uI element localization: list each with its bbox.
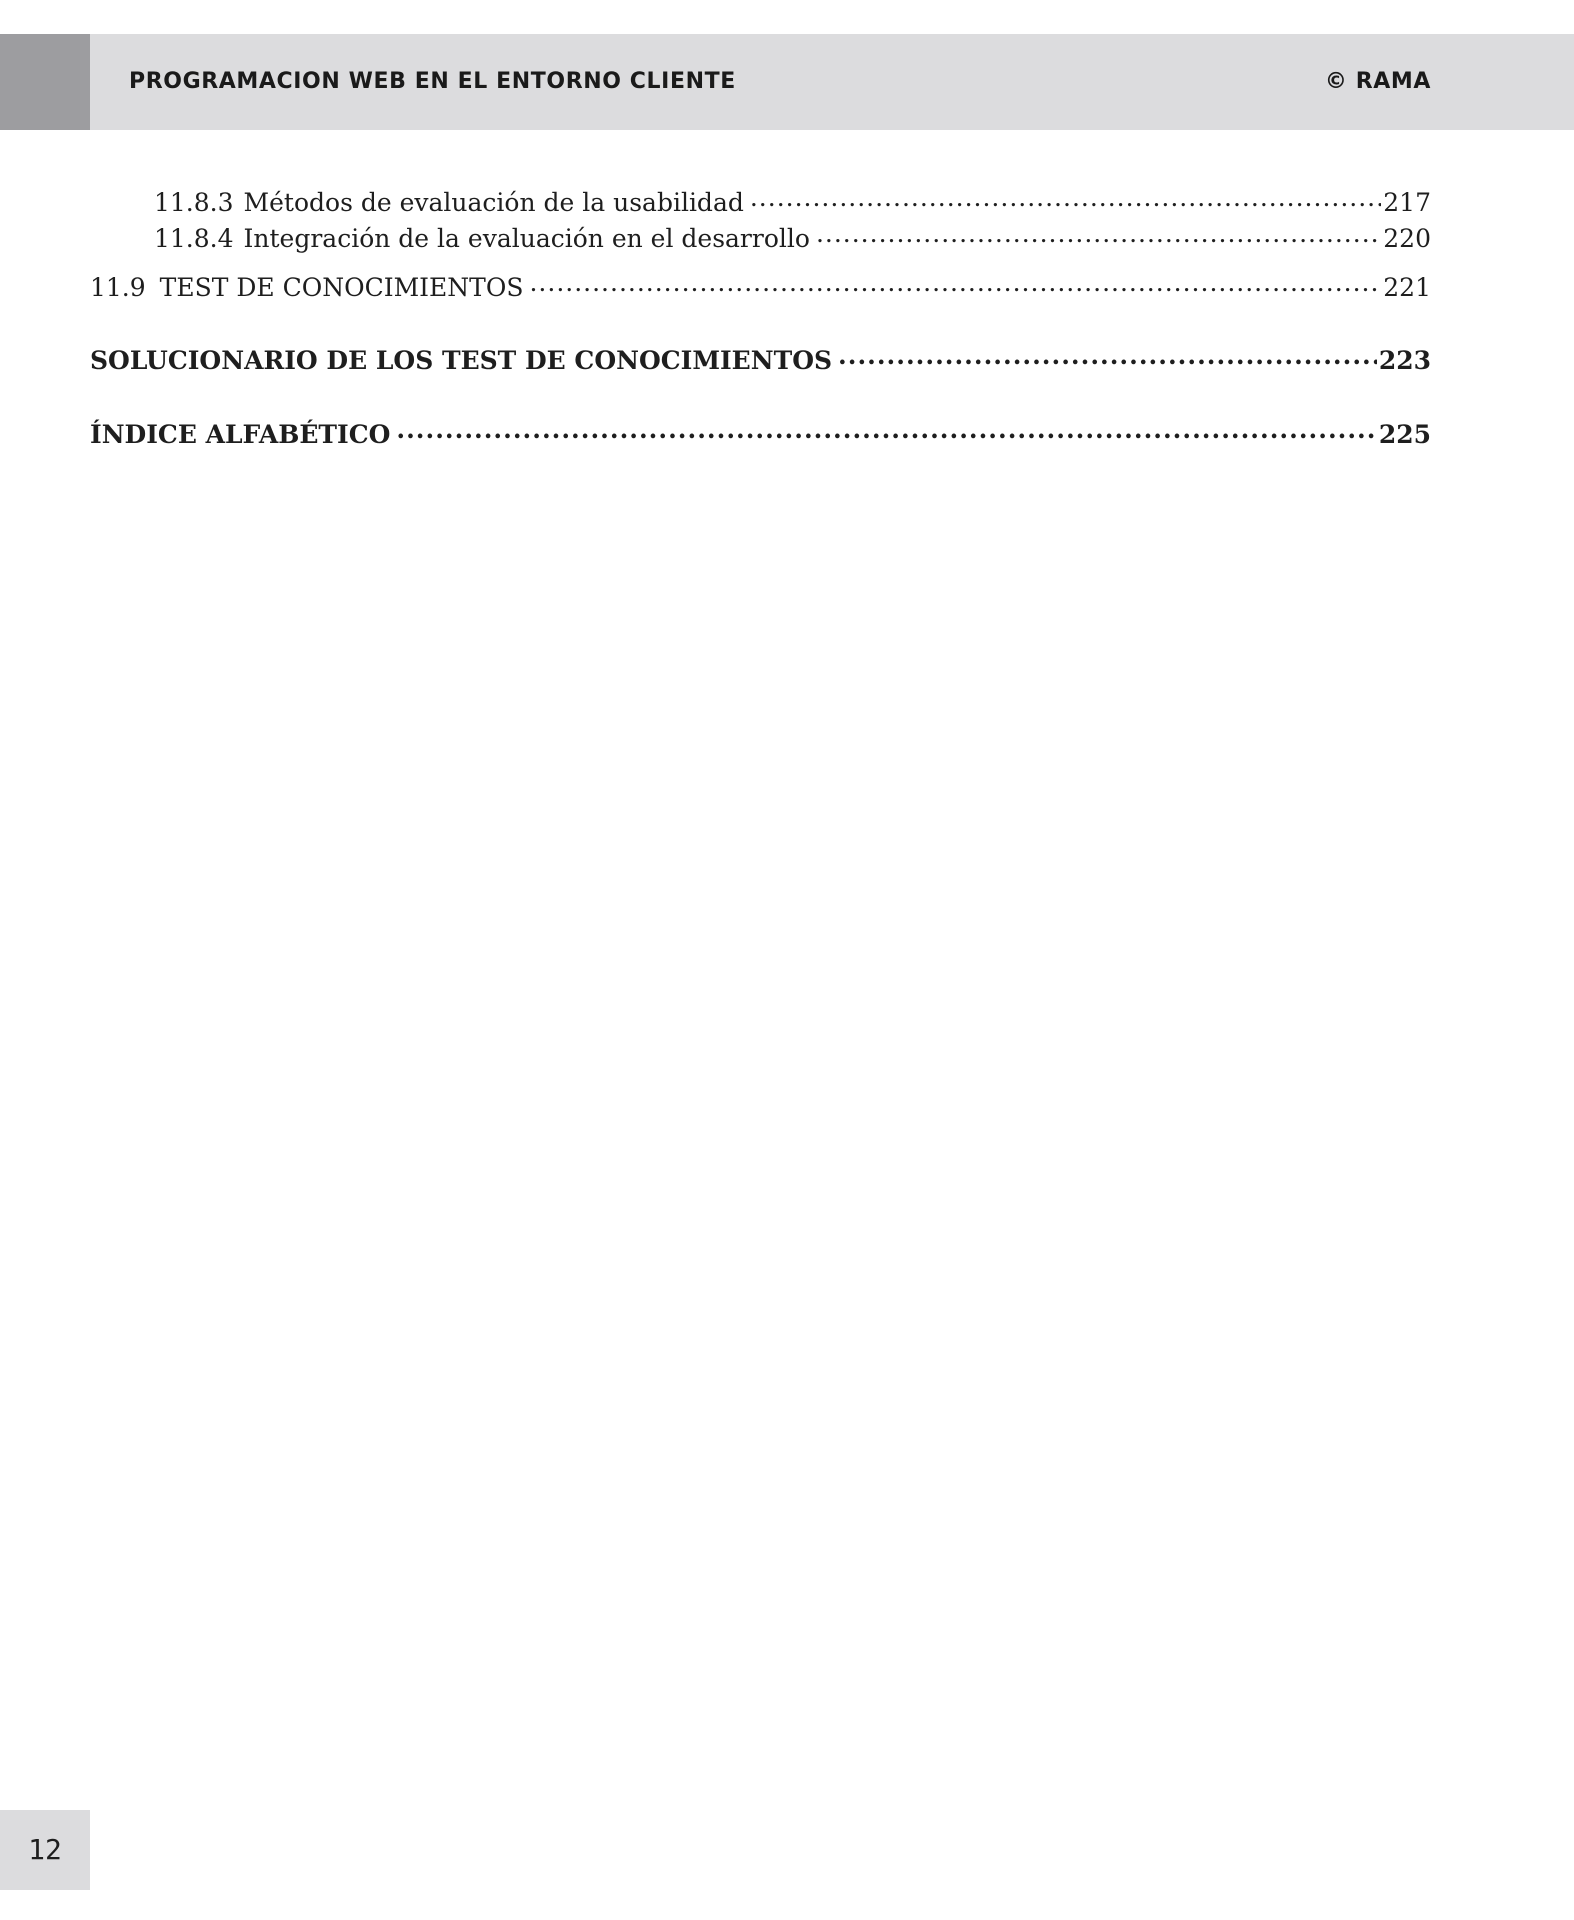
toc-entry-number: 11.9 (90, 273, 146, 302)
toc-entry-page: 225 (1378, 420, 1431, 449)
dot-leader (750, 186, 1381, 211)
toc-entry-title: Integración de la evaluación en el desarrollo (243, 224, 810, 253)
header-tab-marker (0, 34, 90, 130)
toc-entry-page: 217 (1383, 188, 1431, 217)
toc-entry-number: 11.8.4 (154, 224, 234, 253)
toc-entry-title: TEST DE CONOCIMIENTOS (159, 273, 524, 302)
toc-entry-11-8-4[interactable] (90, 222, 1431, 256)
page-number: 12 (28, 1833, 62, 1866)
dot-leader (816, 222, 1381, 247)
toc-entry-indice-alfabetico[interactable] (90, 418, 1431, 452)
book-title: PROGRAMACION WEB EN EL ENTORNO CLIENTE (129, 69, 736, 94)
toc-entry-solucionario[interactable] (90, 344, 1431, 378)
toc-entry-page: 220 (1383, 224, 1431, 253)
toc-entry-11-8-3[interactable] (90, 186, 1431, 220)
toc-entry-page: 223 (1378, 346, 1431, 375)
dot-leader (396, 418, 1376, 443)
toc-entry-number: 11.8.3 (154, 188, 234, 217)
publisher-copyright: © RAMA (1324, 69, 1431, 94)
toc-entry-title: Métodos de evaluación de la usabilidad (243, 188, 744, 217)
dot-leader (838, 344, 1377, 369)
toc-entry-title: SOLUCIONARIO DE LOS TEST DE CONOCIMIENTOS (90, 346, 833, 375)
toc-entry-11-9[interactable] (90, 271, 1431, 305)
dot-leader (529, 271, 1381, 296)
toc-entry-title: ÍNDICE ALFABÉTICO (90, 420, 391, 449)
toc-entry-page: 221 (1383, 273, 1431, 302)
